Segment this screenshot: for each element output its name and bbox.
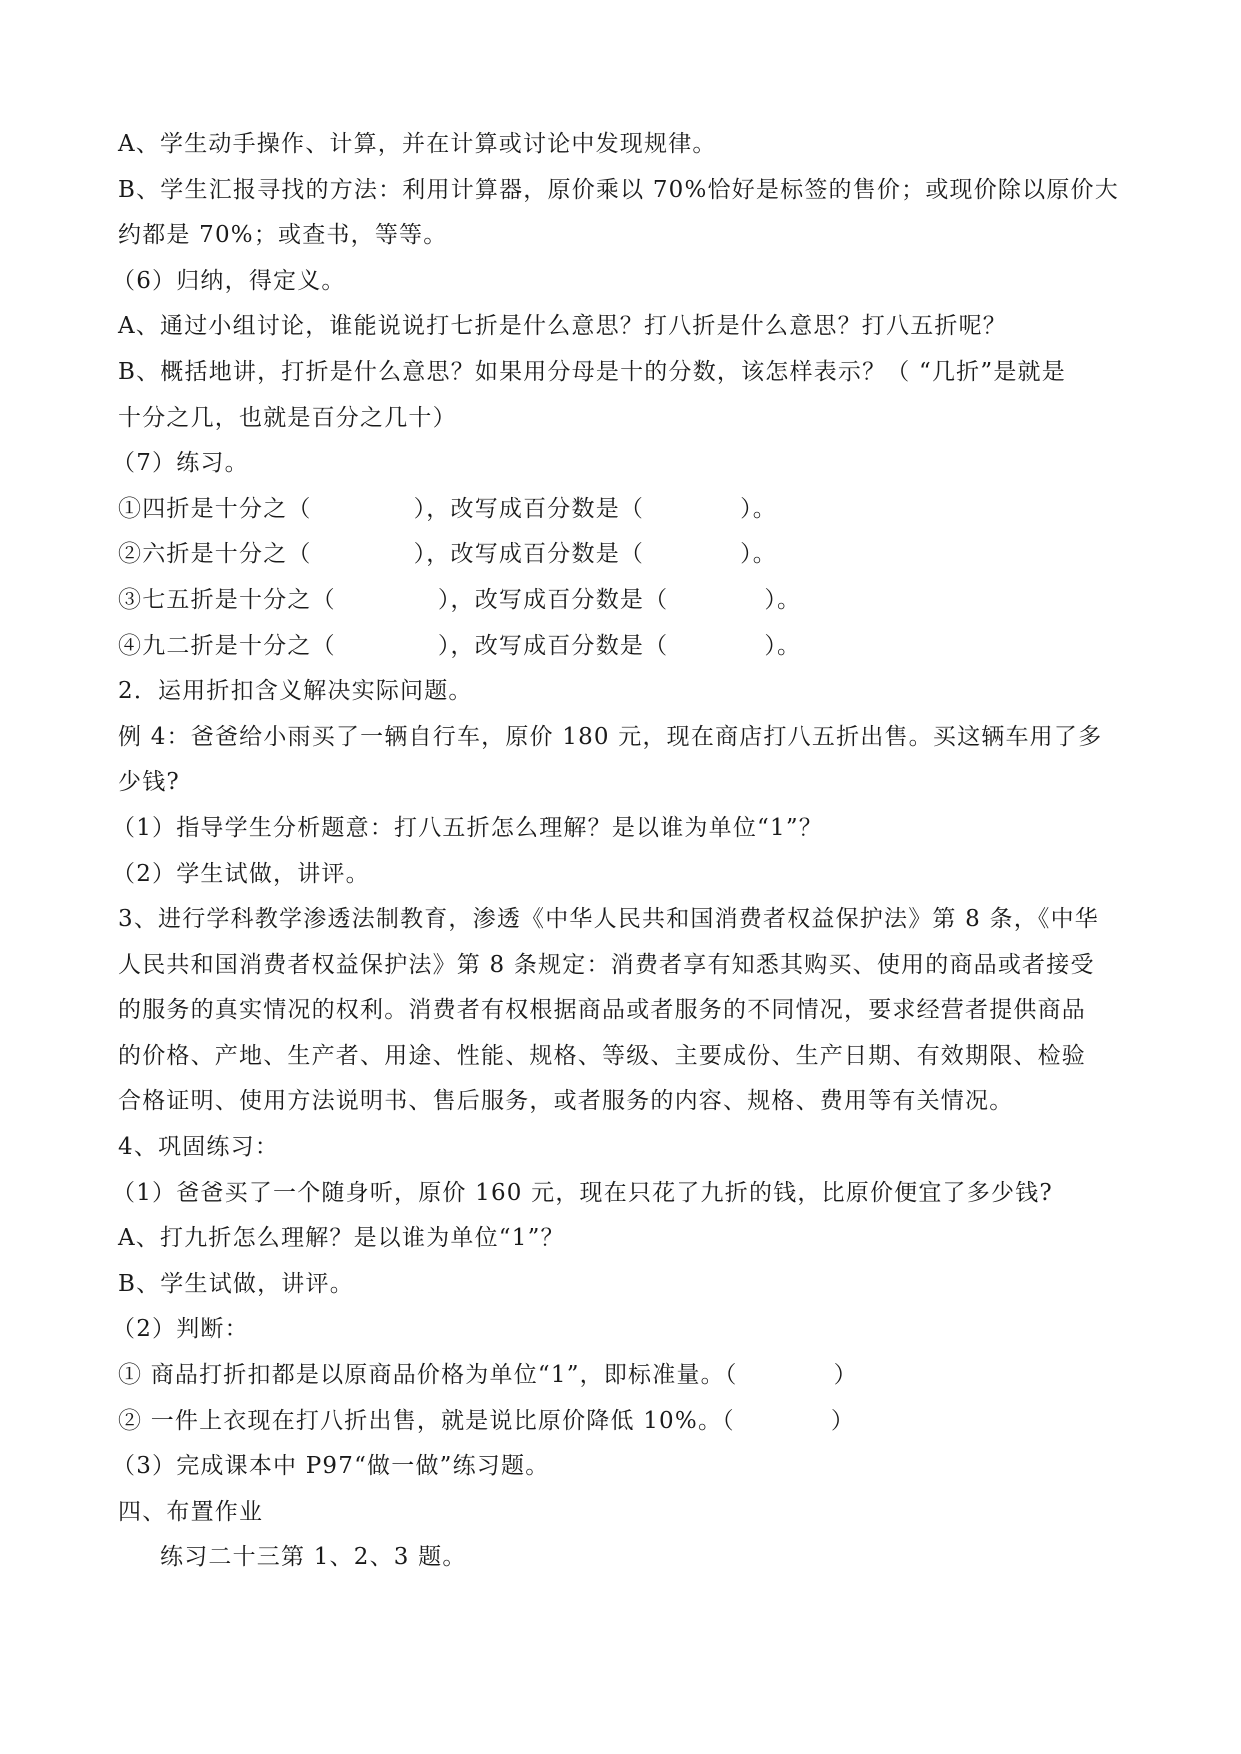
text-line: （3）完成课本中 P97“做一做”练习题。 (112, 1453, 550, 1480)
exercise-prompt: ②六折是十分之（ (118, 541, 312, 568)
exercise-line (118, 578, 1128, 624)
homework-line: 练习二十三第 1、2、3 题。 (160, 1544, 467, 1571)
exercise-prompt: ）。 (740, 495, 778, 522)
exercise-line (118, 487, 1128, 533)
exercise-prompt: ①四折是十分之（ (118, 495, 312, 522)
section-heading: （6）归纳，得定义。 (112, 267, 346, 294)
text-line: （2）学生试做，讲评。 (112, 860, 370, 887)
text-line: 人民共和国消费者权益保护法》第 8 条规定：消费者享有知悉其购买、使用的商品或者接受 (118, 951, 1095, 978)
section-heading: 四、布置作业 (118, 1498, 264, 1525)
exercise-prompt: ④九二折是十分之（ (118, 632, 336, 659)
judgment-close: ） (833, 1362, 858, 1389)
section-heading: 4、巩固练习： (118, 1134, 280, 1161)
text-line: 合格证明、使用方法说明书、售后服务，或者服务的内容、规格、费用等有关情况。 (118, 1088, 1014, 1115)
text-line: 十分之几，也就是百分之几十） (118, 404, 457, 431)
lesson-plan-body (112, 122, 1128, 1581)
text-line: A、学生动手操作、计算，并在计算或讨论中发现规律。 (118, 131, 717, 157)
text-line: （1）爸爸买了一个随身听，原价 160 元，现在只花了九折的钱，比原价便宜了多少钱? (112, 1179, 1053, 1206)
text-line: B、概括地讲，打折是什么意思？如果用分母是十的分数，该怎样表示？（ “几折”是就是 (118, 358, 1066, 385)
exercise-prompt: ），改写成百分数是（ (413, 495, 645, 522)
exercise-line (118, 624, 1128, 670)
exercise-prompt: ③七五折是十分之（ (118, 586, 336, 613)
text-line: 少钱? (118, 769, 180, 796)
text-line: 2．运用折扣含义解决实际问题。 (118, 678, 473, 705)
judgment-statement: ① 商品打折扣都是以原商品价格为单位“1”，即标准量。（ (118, 1362, 738, 1389)
exercise-prompt: ），改写成百分数是（ (413, 541, 645, 568)
text-line: A、打九折怎么理解？是以谁为单位“1”？ (118, 1225, 565, 1252)
exercise-prompt: ），改写成百分数是（ (437, 586, 669, 613)
exercise-prompt: ）。 (764, 586, 802, 613)
text-line: （2）判断： (112, 1316, 249, 1343)
text-line: B、学生试做，讲评。 (118, 1270, 354, 1297)
text-line: 的服务的真实情况的权利。消费者有权根据商品或者服务的不同情况，要求经营者提供商品 (118, 997, 1086, 1024)
text-line: 例 4：爸爸给小雨买了一辆自行车，原价 180 元，现在商店打八五折出售。买这辆车用了多 (118, 723, 1103, 750)
exercise-prompt: ）。 (740, 541, 778, 568)
exercise-line (118, 532, 1128, 578)
text-line: （1）指导学生分析题意：打八五折怎么理解？是以谁为单位“1”？ (112, 814, 823, 841)
text-line: 的价格、产地、生产者、用途、性能、规格、等级、主要成份、生产日期、有效期限、检验 (118, 1042, 1086, 1069)
text-line: B、学生汇报寻找的方法：利用计算器，原价乘以 70%恰好是标签的售价；或现价除以原价大 (118, 176, 1119, 203)
judgment-close: ） (830, 1407, 856, 1434)
text-line: 约都是 70%；或查书，等等。 (118, 222, 448, 249)
judgment-line (118, 1353, 1128, 1399)
text-line: A、通过小组讨论，谁能说说打七折是什么意思？打八折是什么意思？打八五折呢？ (118, 313, 1008, 340)
exercise-prompt: ）。 (764, 632, 802, 659)
judgment-line (118, 1399, 1128, 1445)
text-line: 3、进行学科教学渗透法制教育，渗透《中华人民共和国消费者权益保护法》第 8 条，《中华 (118, 906, 1099, 933)
exercise-prompt: ），改写成百分数是（ (437, 632, 669, 659)
judgment-statement: ② 一件上衣现在打八折出售，就是说比原价降低 10%。（ (118, 1407, 735, 1434)
section-heading: （7）练习。 (112, 450, 249, 477)
